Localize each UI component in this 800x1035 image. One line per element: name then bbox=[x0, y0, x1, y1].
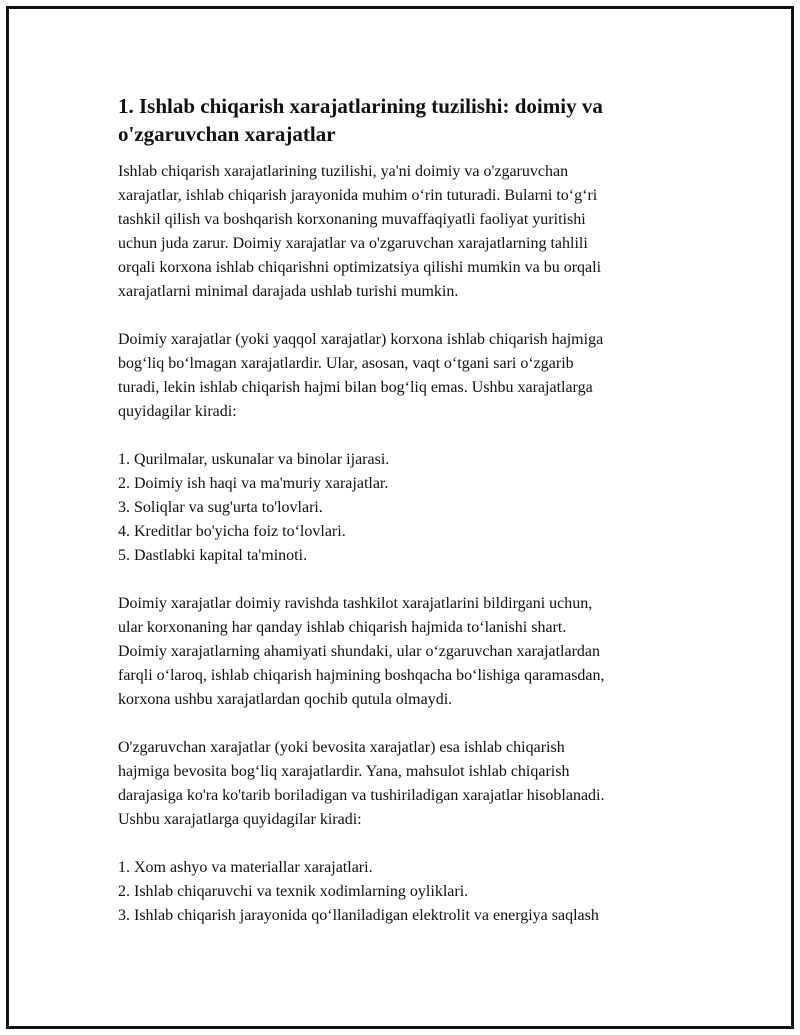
list-item: 3. Soliqlar va sug'urta to'lovlari. bbox=[118, 499, 323, 516]
list-item: 5. Dastlabki kapital ta'minoti. bbox=[118, 547, 308, 564]
paragraph-fixed-costs bbox=[118, 328, 688, 424]
paragraph-gap bbox=[118, 424, 688, 448]
text-line: uchun juda zarur. Doimiy xarajatlar va o'zgaruvchan xarajatlarning tahlili bbox=[118, 235, 588, 252]
paragraph-intro bbox=[118, 160, 688, 304]
text-line: tashkil qilish va boshqarish korxonaning muvaffaqiyatli faoliyat yuritishi bbox=[118, 211, 586, 228]
text-line: bog‘liq bo‘lmagan xarajatlardir. Ular, asosan, vaqt o‘tgani sari o‘zgarib bbox=[118, 355, 574, 372]
section-heading bbox=[118, 92, 688, 148]
list-item: 1. Qurilmalar, uskunalar va binolar ijarasi. bbox=[118, 451, 390, 468]
text-line: Doimiy xarajatlar doimiy ravishda tashkilot xarajatlarini bildirgani uchun, bbox=[118, 595, 593, 612]
text-line: Ishlab chiqarish xarajatlarining tuzilishi, ya'ni doimiy va o'zgaruvchan bbox=[118, 163, 569, 180]
paragraph-gap bbox=[118, 568, 688, 592]
text-line: korxona ushbu xarajatlardan qochib qutula olmaydi. bbox=[118, 691, 453, 708]
paragraph-gap bbox=[118, 712, 688, 736]
heading-line: 1. Ishlab chiqarish xarajatlarining tuzilishi: doimiy va bbox=[118, 94, 603, 118]
list-item: 1. Xom ashyo va materiallar xarajatlari. bbox=[118, 859, 373, 876]
paragraph-variable-costs bbox=[118, 736, 688, 832]
fixed-costs-list bbox=[118, 448, 688, 568]
paragraph-gap bbox=[118, 304, 688, 328]
text-line: Doimiy xarajatlarning ahamiyati shundaki, ular o‘zgaruvchan xarajatlardan bbox=[118, 643, 601, 660]
paragraph-fixed-importance bbox=[118, 592, 688, 712]
text-line: orqali korxona ishlab chiqarishni optimizatsiya qilishi mumkin va bu orqali bbox=[118, 259, 602, 276]
text-line: Doimiy xarajatlar (yoki yaqqol xarajatlar) korxona ishlab chiqarish hajmiga bbox=[118, 331, 604, 348]
text-line: quyidagilar kiradi: bbox=[118, 403, 237, 420]
heading-line: o'zgaruvchan xarajatlar bbox=[118, 122, 336, 146]
text-line: turadi, lekin ishlab chiqarish hajmi bilan bog‘liq emas. Ushbu xarajatlarga bbox=[118, 379, 593, 396]
list-item: 3. Ishlab chiqarish jarayonida qo‘llaniladigan elektrolit va energiya saqlash bbox=[118, 907, 599, 924]
paragraph-gap bbox=[118, 832, 688, 856]
text-line: O'zgaruvchan xarajatlar (yoki bevosita xarajatlar) esa ishlab chiqarish bbox=[118, 739, 565, 756]
text-line: farqli o‘laroq, ishlab chiqarish hajmining boshqacha bo‘lishiga qaramasdan, bbox=[118, 667, 605, 684]
text-line: ular korxonaning har qanday ishlab chiqarish hajmida to‘lanishi shart. bbox=[118, 619, 567, 636]
list-item: 4. Kreditlar bo'yicha foiz to‘lovlari. bbox=[118, 523, 346, 540]
document-body bbox=[118, 92, 688, 928]
text-line: xarajatlar, ishlab chiqarish jarayonida muhim o‘rin tuturadi. Bularni to‘g‘ri bbox=[118, 187, 598, 204]
text-line: xarajatlarni minimal darajada ushlab turishi mumkin. bbox=[118, 283, 459, 300]
text-line: hajmiga bevosita bog‘liq xarajatlardir. Yana, mahsulot ishlab chiqarish bbox=[118, 763, 570, 780]
variable-costs-list bbox=[118, 856, 688, 928]
text-line: Ushbu xarajatlarga quyidagilar kiradi: bbox=[118, 811, 362, 828]
text-line: darajasiga ko'ra ko'tarib boriladigan va tushiriladigan xarajatlar hisoblanadi. bbox=[118, 787, 605, 804]
list-item: 2. Ishlab chiqaruvchi va texnik xodimlarning oyliklari. bbox=[118, 883, 469, 900]
list-item: 2. Doimiy ish haqi va ma'muriy xarajatlar. bbox=[118, 475, 389, 492]
